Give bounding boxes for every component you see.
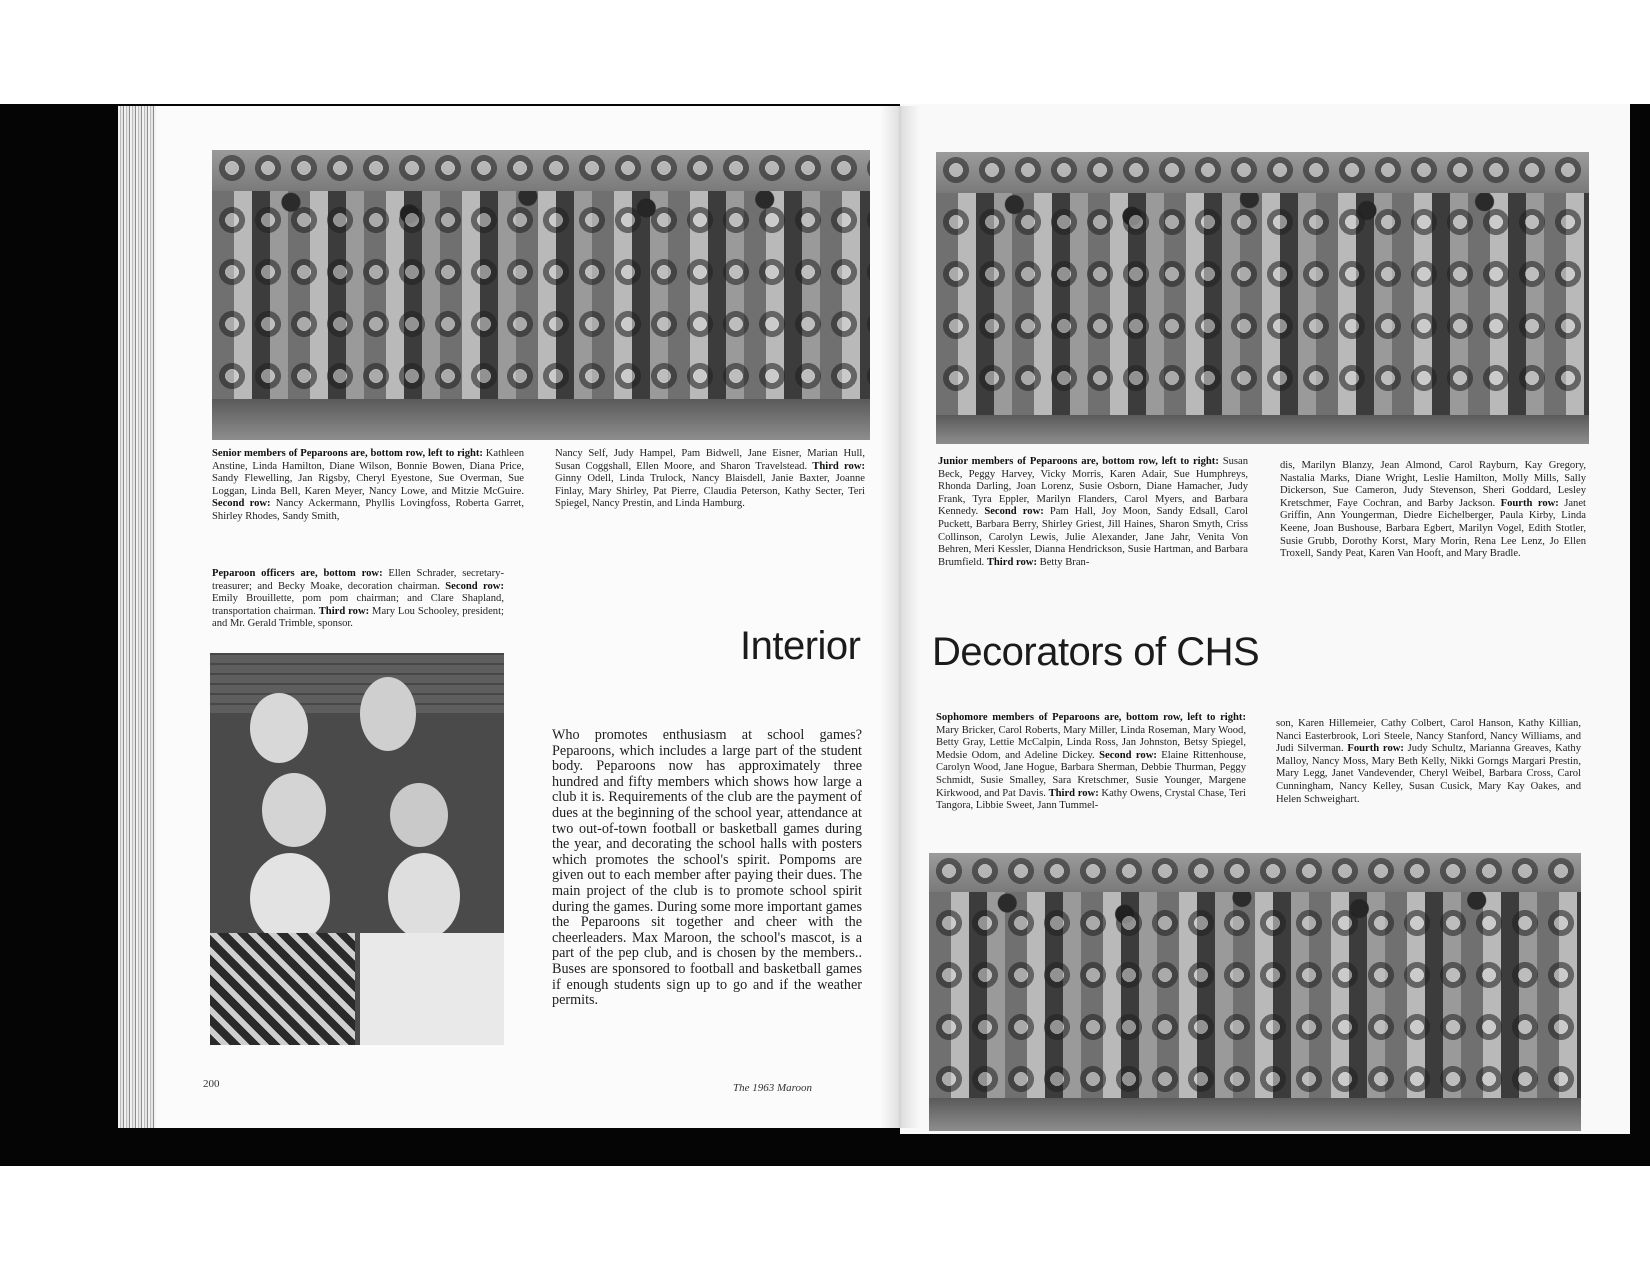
book-page-edges bbox=[118, 106, 158, 1128]
footer-title: The 1963 Maroon bbox=[733, 1082, 813, 1094]
junior-caption-col1: Junior members of Peparoons are, bottom row, left to right: Susan Beck, Peggy Harvey, Vicky Morris, Karen Adair, Sue Humphreys, Rhonda Darling, Joan Lorenz, Susie Osborn, Diane Hamacher, Judy Frank, Tyra Eppler, Marilyn Flanders, Carol Myers, and Barbara Kennedy. Second row: Pam Hall, Joy Moon, Sandy Edsall, Carol Puckett, Barbara Berry, Shirley Griest, Jill Haines, Sharon Smyth, Criss Collinson, Carolyn Lewis, Julie Alexander, Jane Jahr, Venita Von Behren, Meri Kessler, Dianna Hendrickson, Susie Hartman, and Barbara Brumfield. Third row: Betty Bran- bbox=[938, 456, 1249, 568]
officers-photo bbox=[210, 653, 504, 1045]
senior-members-photo bbox=[212, 150, 870, 440]
junior-members-photo bbox=[936, 152, 1589, 444]
officers-caption: Peparoon officers are, bottom row: Ellen Schrader, secretary-treasurer; and Becky Moake, decoration chairman. Second row: Emily Brouillette, pom pom chairman; and Clare Shapland, transportation chairman. Third row: Mary Lou Schooley, president; and Mr. Gerald Trimble, sponsor. bbox=[212, 568, 504, 630]
article-body: Who promotes enthusiasm at school games? Peparoons, which includes a large part of the student body. Peparoons now has approximately three hundred and fifty members which shows how large a club it is. Requirements of the club are the payment of dues at the beginning of the school year, attendance at two out-of-town football or basketball games during the year, and decorating the school halls with posters which promotes the school's spirit. Pompoms are given out to each member after paying their dues. The main project of the club is to promote school spirit during the games. During some more important games the Peparoons sit together and cheer with the cheerleaders. Max Maroon, the school's mascot, is a part of the pep club, and is chosen by the members.. Buses are sponsored to football and basketball games if enough students sign up to go and if the weather permits. bbox=[552, 727, 862, 1009]
book-gutter bbox=[880, 106, 920, 1128]
page-number: 200 bbox=[203, 1078, 220, 1090]
junior-caption-col2: dis, Marilyn Blanzy, Jean Almond, Carol Rayburn, Kay Gregory, Nastalia Marks, Diane Wright, Leslie Hamilton, Molly Mills, Sally Dickerson, Sue Cameron, Judy Stevenson, Sheri Goddard, Lesley Kretschmer, Faye Cochran, and Barby Jackson. Fourth row: Janet Griffin, Ann Youngerman, Diedre Eichelberger, Paula Kirby, Linda Keene, Joan Bushouse, Barbara Egbert, Marilyn Vogel, Edith Stotler, Susie Grubb, Dorothy Korst, Mary Morin, Rena Lee Lenz, Jo Ellen Troxell, Sandy Peat, Karen Van Hooft, and Mary Bradle. bbox=[1280, 460, 1586, 560]
sophomore-caption-col2: son, Karen Hillemeier, Cathy Colbert, Carol Hanson, Kathy Killian, Nanci Easterbrook, Lori Steele, Nancy Stanford, Nancy Williams, and Judi Silverman. Fourth row: Judy Schultz, Marianna Greaves, Kathy Malloy, Nancy Moss, Mary Beth Kelly, Nikki Gorngs Margari Prestin, Mary Legg, Janet Vandevender, Cheryl Weibel, Barbara Cross, Carol Cunningham, Nancy Kelley, Susan Cusick, Mary Kay Oakes, and Helen Schweighart. bbox=[1276, 718, 1582, 805]
senior-caption-col1: Senior members of Peparoons are, bottom row, left to right: Kathleen Anstine, Linda Hamilton, Diane Wilson, Bonnie Bowen, Diana Price, Sandy Flewelling, Jan Rigsby, Cheryl Eyestone, Sue Overman, Sue Loggan, Linda Bell, Karen Meyer, Nancy Lowe, and Mitzie McGuire. Second row: Nancy Ackermann, Phyllis Lovingfoss, Roberta Garret, Shirley Rhodes, Sandy Smith, bbox=[212, 448, 525, 522]
sophomore-members-photo bbox=[929, 853, 1581, 1131]
headline-interior: Interior bbox=[740, 624, 861, 668]
sophomore-caption-col1: Sophomore members of Peparoons are, bottom row, left to right: Mary Bricker, Carol Roberts, Mary Miller, Linda Roseman, Mary Wood, Betty Gray, Lettie McCalpin, Linda Ross, Jan Johnston, Betsy Spiegel, Medsie Odom, and Adeline Dickey. Second row: Elaine Rittenhouse, Carolyn Wood, Jane Hogue, Barbara Sherman, Debbie Thurman, Peggy Schmidt, Susie Smalley, Sara Kretschmer, Susie Younger, Margene Kirkwood, and Pat Davis. Third row: Kathy Owens, Crystal Chase, Teri Tangora, Libbie Sweet, Jann Tummel- bbox=[936, 712, 1246, 812]
senior-caption-col2: Nancy Self, Judy Hampel, Pam Bidwell, Jane Eisner, Marian Hull, Susan Coggshall, Ellen Moore, and Sharon Travelstead. Third row: Ginny Odell, Linda Trulock, Nancy Blaisdell, Janie Baxter, Joanne Finlay, Mary Shirley, Pat Pierre, Claudia Peterson, Kathy Secter, Teri Spiegel, Nancy Prestin, and Linda Hamburg. bbox=[555, 448, 865, 510]
headline-decorators-of-chs: Decorators of CHS bbox=[932, 630, 1260, 674]
